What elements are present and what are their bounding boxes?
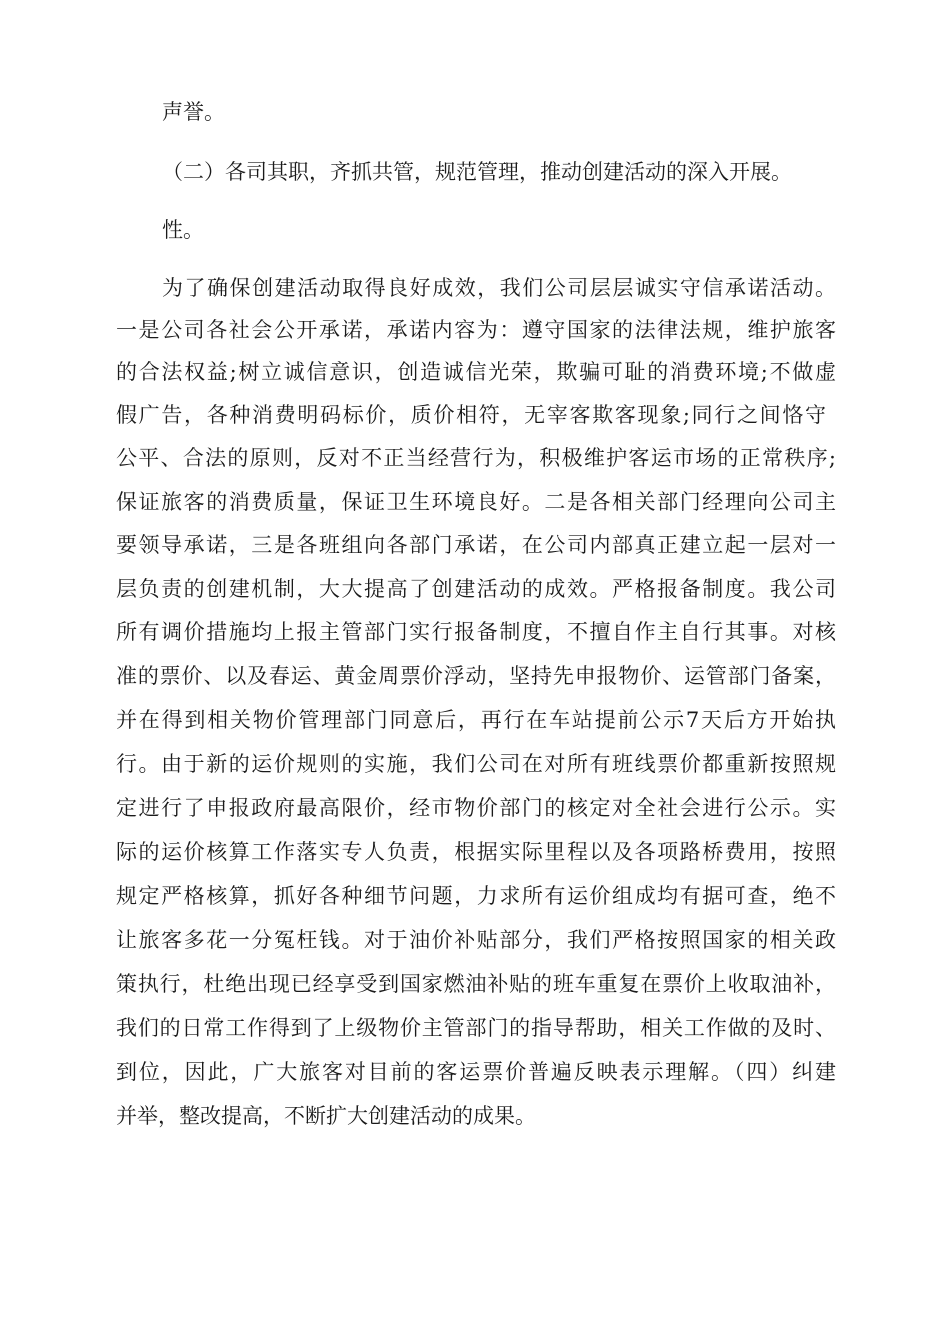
paragraph-reputation: 声誉。 [162,100,225,124]
main-paragraph-line: 定进行了申报政府最高限价，经市物价部门的核定对全社会进行公示。实 [116,796,836,820]
main-paragraph-line: 层负责的创建机制，大大提高了创建活动的成效。严格报备制度。我公司 [116,577,836,601]
main-paragraph-line: 规定严格核算，抓好各种细节问题，力求所有运价组成均有据可查，绝不 [116,884,836,908]
main-paragraph-line: 保证旅客的消费质量，保证卫生环境良好。二是各相关部门经理向公司主 [116,490,836,514]
main-paragraph-line: 让旅客多花一分冤枉钱。对于油价补贴部分，我们严格按照国家的相关政 [116,928,836,952]
main-paragraph-line: 际的运价核算工作落实专人负责，根据实际里程以及各项路桥费用，按照 [116,840,836,864]
main-paragraph-line: 并在得到相关物价管理部门同意后，再行在车站提前公示7天后方开始执 [116,708,836,732]
main-paragraph-line: 到位，因此，广大旅客对目前的客运票价普遍反映表示理解。（四）纠建 [116,1060,836,1084]
main-paragraph-line: 假广告，各种消费明码标价，质价相符，无宰客欺客现象;同行之间恪守 [116,403,826,427]
main-paragraph-line: 公平、合法的原则，反对不正当经营行为，积极维护客运市场的正常秩序; [116,446,836,470]
main-paragraph-line: 我们的日常工作得到了上级物价主管部门的指导帮助，相关工作做的及时、 [116,1016,836,1040]
main-paragraph-line: 的合法权益;树立诚信意识，创造诚信光荣，欺骗可耻的消费环境;不做虚 [116,360,836,384]
paragraph-nature: 性。 [162,218,204,242]
main-paragraph-line: 并举，整改提高，不断扩大创建活动的成果。 [116,1104,536,1128]
main-paragraph-line: 要领导承诺，三是各班组向各部门承诺，在公司内部真正建立起一层对一 [116,533,836,557]
main-paragraph-line: 准的票价、以及春运、黄金周票价浮动，坚持先申报物价、运管部门备案， [116,664,836,688]
main-paragraph-line: 策执行，杜绝出现已经享受到国家燃油补贴的班车重复在票价上收取油补， [116,972,836,996]
main-paragraph-line: 为了确保创建活动取得良好成效，我们公司层层诚实守信承诺活动。 [162,276,836,300]
main-paragraph-line: 所有调价措施均上报主管部门实行报备制度，不擅自作主自行其事。对核 [116,620,836,644]
main-paragraph-line: 一是公司各社会公开承诺，承诺内容为：遵守国家的法律法规，维护旅客 [116,318,836,342]
section-heading-two: （二）各司其职，齐抓共管，规范管理，推动创建活动的深入开展。 [162,160,792,184]
main-paragraph-line: 行。由于新的运价规则的实施，我们公司在对所有班线票价都重新按照规 [116,752,836,776]
